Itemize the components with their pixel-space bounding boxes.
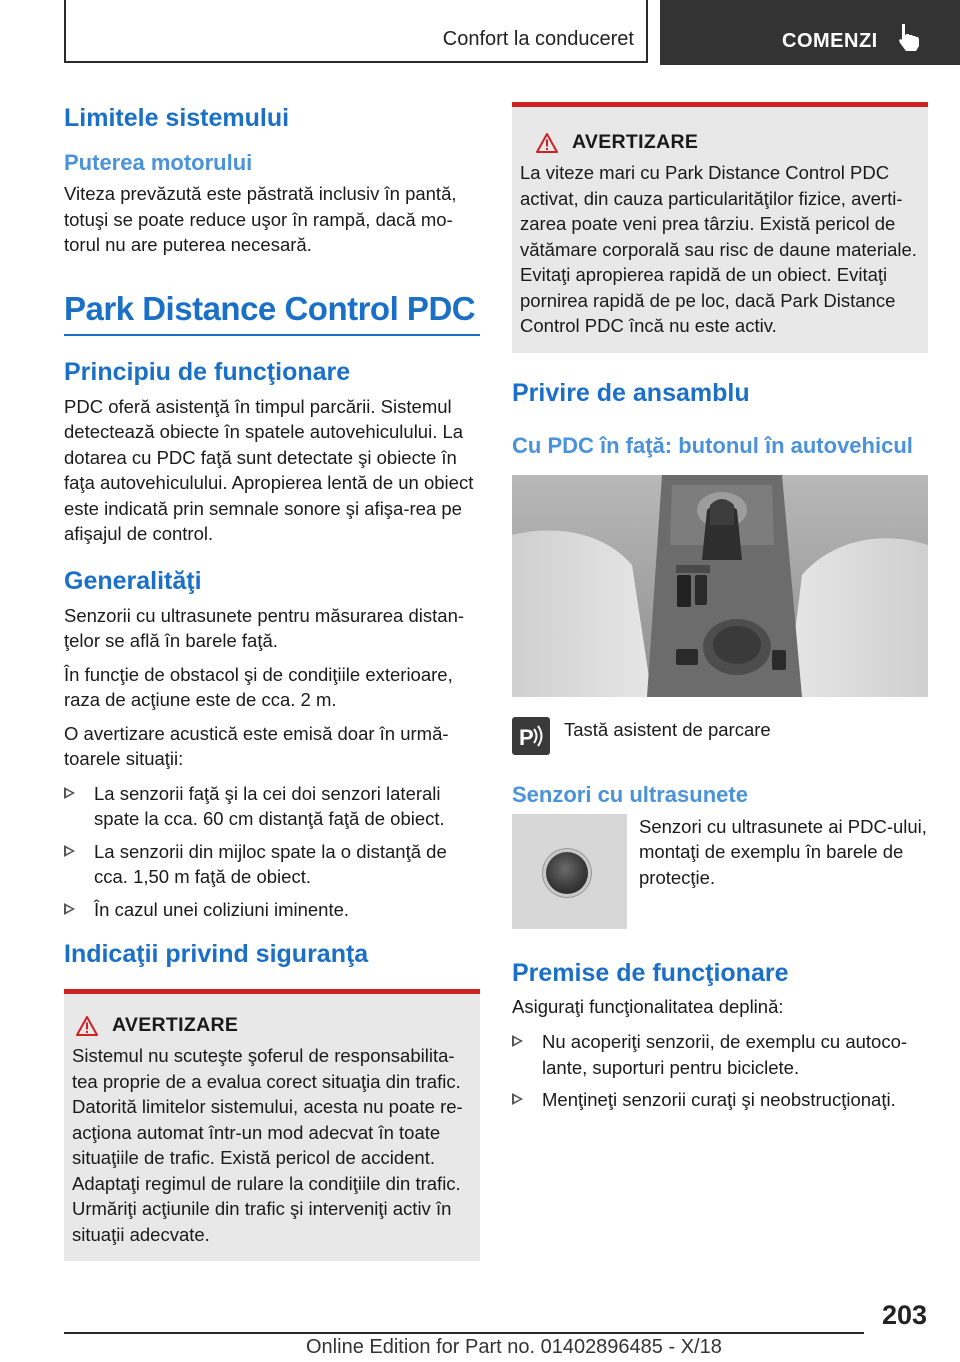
list-item: La senzorii faţă şi la cei doi senzori laterali spate la cca. 60 cm distanţă faţă de obiect.: [64, 781, 480, 832]
front-pdc-heading: Cu PDC în faţă: butonul în autovehicul: [512, 432, 913, 458]
header-section-tab: [64, 0, 648, 63]
footer-edition: Online Edition for Part no. 01402896485 - X/18: [306, 1336, 722, 1358]
prerequisites-heading: Premise de funcţionare: [512, 958, 789, 987]
warning-header: [72, 1014, 472, 1037]
triangle-bullet-icon: [64, 845, 75, 857]
parking-button-caption-row: [512, 717, 928, 755]
header-section-title: Confort la conduceret: [442, 28, 634, 50]
prerequisites-list: [512, 1029, 928, 1113]
header-chapter-tab: [660, 0, 960, 65]
warning-triangle-icon: [536, 133, 558, 153]
sensors-heading: Senzori cu ultrasunete: [512, 781, 748, 807]
safety-warning-box: [64, 989, 480, 1261]
parking-button-caption: Tastă asistent de parcare: [564, 718, 771, 740]
pointing-hand-icon: [896, 22, 922, 52]
limits-heading: Limitele sistemului: [64, 104, 290, 132]
sensors-row: [512, 814, 928, 929]
prerequisites-text: Asiguraţi funcţionalitatea deplină:: [512, 995, 784, 1017]
warning-title: AVERTIZARE: [112, 1014, 239, 1036]
center-console-photo: [512, 475, 928, 697]
right-column: [512, 98, 928, 1120]
pdc-heading: Park Distance Control PDC: [64, 289, 476, 327]
safety-heading: Indicaţii privind siguranţa: [64, 940, 369, 968]
sensor-icon: [546, 852, 588, 894]
warning-title: AVERTIZARE: [572, 131, 699, 153]
speed-warning-box: [512, 102, 928, 353]
general-paragraph-1: Senzorii cu ultrasunete pentru măsurarea distan‐ţelor se află în barele faţă.: [64, 604, 465, 651]
warning-header: [520, 131, 920, 154]
center-console-illustration: [512, 475, 928, 697]
list-item: Menţineţi senzorii curaţi şi neobstrucţionaţi.: [512, 1087, 928, 1113]
sensors-text: Senzori cu ultrasunete ai PDC-ului, montaţi de exemplu în barele de protecţie.: [639, 815, 927, 888]
engine-text: Viteza prevăzută este păstrată inclusiv în pantă, totuşi se poate reduce uşor în rampă, dacă mo‐torul nu are puterea necesară.: [64, 183, 457, 255]
warning-triangle-icon: [76, 1016, 98, 1036]
ultrasonic-sensor-photo: [512, 814, 627, 929]
principle-heading: Principiu de funcţionare: [64, 357, 351, 386]
general-paragraph-2: În funcţie de obstacol şi de condiţiile exterioare, raza de acţiune este de cca. 2 m.: [64, 663, 453, 710]
svg-text:P: P: [519, 724, 534, 750]
general-heading: Generalităţi: [64, 566, 202, 595]
parking-assistant-key-icon: [512, 717, 550, 755]
principle-text: PDC oferă asistenţă în timpul parcării. Sistemul detectează obiecte în spatele autovehiculului. La dotarea cu PDC faţă sunt detectate şi obiecte în faţa autovehiculului. Apropierea lentă de un obiect este indicată prin semnale sonore şi afişa‐rea pe afişajul de control.: [64, 395, 474, 544]
overview-heading: Privire de ansamblu: [512, 378, 750, 407]
warning-text: Sistemul nu scuteşte şoferul de responsabilita‐tea proprie de a evalua corect situaţia din trafic. Datorită limitelor sistemului, acesta nu poate re‐acţiona automat într-un mod adecvat în toate situaţiile de trafic. Există pericol de accident. Adaptaţi regimul de rulare la condiţiile din trafic. Urmăriţi acţiunile din trafic şi interveniţi activ în situaţii adecvate.: [72, 1045, 463, 1245]
left-column: [64, 98, 480, 1261]
engine-heading: Puterea motorului: [64, 150, 253, 175]
page-number: 203: [882, 1300, 928, 1330]
triangle-bullet-icon: [64, 787, 75, 799]
triangle-bullet-icon: [512, 1093, 523, 1105]
triangle-bullet-icon: [64, 903, 75, 915]
general-paragraph-3: O avertizare acustică este emisă doar în urmă‐toarele situaţii:: [64, 722, 449, 769]
list-item: La senzorii din mijloc spate la o distanţă de cca. 1,50 m faţă de obiect.: [64, 839, 480, 890]
triangle-bullet-icon: [512, 1035, 523, 1047]
list-item: Nu acoperiţi senzorii, de exemplu cu autoco‐lante, suporturi pentru biciclete.: [512, 1029, 928, 1080]
warning-text: La viteze mari cu Park Distance Control PDC activat, din cauza particularităţilor fizice, averti‐zarea poate veni prea târziu. Există pericol de vătămare corporală sau risc de daune materiale. Evitaţi apropierea rapidă de un obiect. Evitaţi pornirea rapidă de pe loc, dacă Park Distance Control PDC încă nu este activ.: [520, 162, 917, 336]
list-item: În cazul unei coliziuni iminente.: [64, 897, 480, 923]
footer-divider: [64, 1332, 864, 1334]
header-chapter-label: COMENZI: [782, 30, 878, 52]
warning-situations-list: [64, 781, 480, 923]
pdc-title-block: [64, 290, 480, 336]
